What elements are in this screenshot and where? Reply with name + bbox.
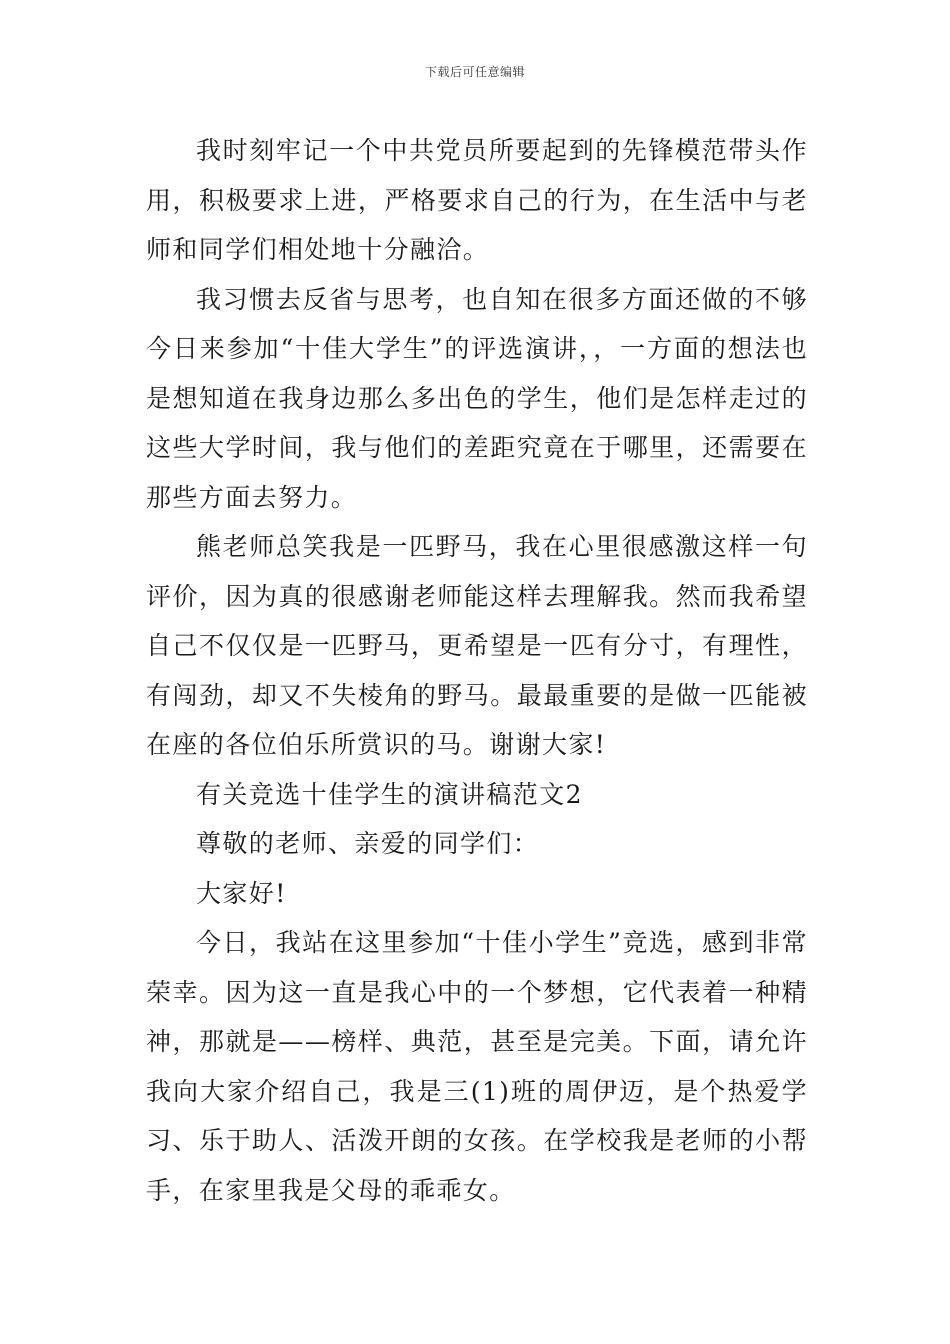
document-body [146, 126, 808, 1215]
section-title-speech-2: 有关竞选十佳学生的演讲稿范文2 [196, 779, 583, 809]
paragraph-wild-horse: 熊老师总笑我是一匹野马，我在心里很感激这样一句评价，因为真的很感谢老师能这样去理解我。然而我希望自己不仅仅是一匹野马，更希望是一匹有分寸，有理性，有闯劲，却又不失棱角的野马。最最重要的是做一匹能被在座的各位伯乐所赏识的马。谢谢大家! [146, 532, 808, 759]
page-header-note: 下载后可任意编辑 [424, 65, 525, 79]
paragraph-self-reflection: 我习惯去反省与思考，也自知在很多方面还做的不够今日来参加“十佳大学生”的评选演讲，，一方面的想法也是想知道在我身边那么多出色的学生，他们是怎样走过的这些大学时间，我与他们的差距究竟在于哪里，还需要在那些方面去努力。 [146, 284, 808, 512]
paragraph-greeting: 大家好! [196, 878, 287, 908]
paragraph-pioneer-role: 我时刻牢记一个中共党员所要起到的先锋模范带头作用，积极要求上进，严格要求自己的行为，在生活中与老师和同学们相处地十分融洽。 [146, 136, 808, 264]
paragraph-self-introduction: 今日，我站在这里参加“十佳小学生”竞选，感到非常荣幸。因为这一直是我心中的一个梦想，它代表着一种精神，那就是——榜样、典范，甚至是完美。下面，请允许我向大家介绍自己，我是三(1)班的周伊迈，是个热爱学习、乐于助人、活泼开朗的女孩。在学校我是老师的小帮手，在家里我是父母的乖乖女。 [146, 928, 808, 1205]
paragraph-salutation: 尊敬的老师、亲爱的同学们： [196, 829, 540, 858]
